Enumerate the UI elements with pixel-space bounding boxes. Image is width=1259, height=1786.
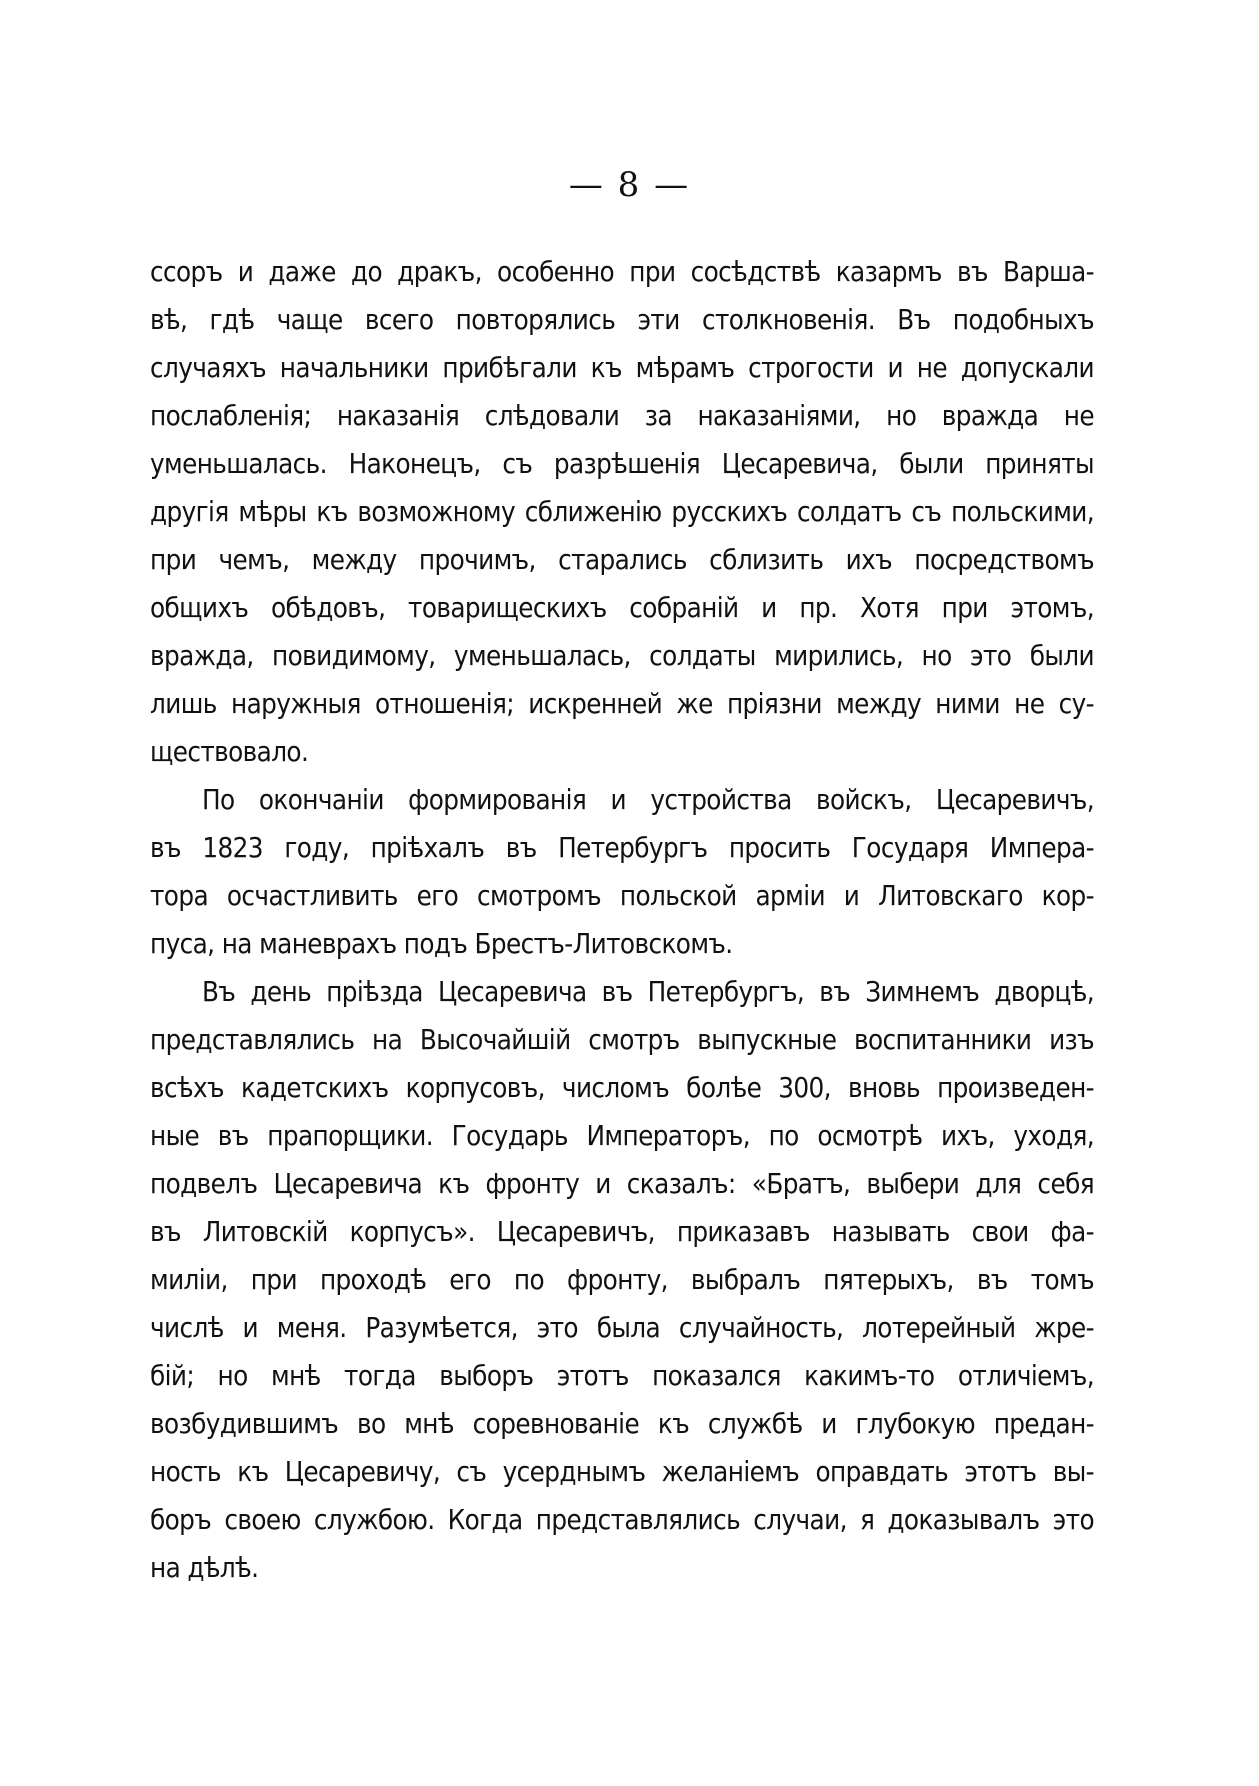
text-line: ществовало. bbox=[150, 736, 309, 768]
text-line: другія мѣры къ возможному сближенію русскихъ солдатъ съ польскими, bbox=[150, 496, 1094, 528]
text-line: По окончаніи формированія и устройства войскъ, Цесаревичъ, bbox=[202, 784, 1094, 816]
text-line: въ 1823 году, пріѣхалъ въ Петербургъ просить Государя Импера- bbox=[150, 832, 1094, 864]
text-line: возбудившимъ во мнѣ соревнованіе къ службѣ и глубокую предан- bbox=[150, 1408, 1094, 1440]
text-line: ные въ прапорщики. Государь Императоръ, по осмотрѣ ихъ, уходя, bbox=[150, 1120, 1094, 1152]
text-line: ность къ Цесаревичу, съ усерднымъ желаніемъ оправдать этотъ вы- bbox=[150, 1456, 1094, 1488]
paragraph bbox=[150, 968, 1094, 1592]
text-line: пуса, на маневрахъ подъ Брестъ-Литовскомъ. bbox=[150, 928, 733, 960]
text-line: боръ своею службою. Когда представлялись случаи, я доказывалъ это bbox=[150, 1504, 1094, 1536]
text-line: ссоръ и даже до дракъ, особенно при сосѣдствѣ казармъ въ Варша- bbox=[150, 256, 1094, 288]
text-line: въ Литовскій корпусъ». Цесаревичъ, приказавъ называть свои фа- bbox=[150, 1216, 1094, 1248]
body-text bbox=[150, 248, 1094, 1592]
page-number: — 8 — bbox=[568, 165, 691, 205]
text-line: вѣ, гдѣ чаще всего повторялись эти столкновенія. Въ подобныхъ bbox=[150, 304, 1094, 336]
text-line: миліи, при проходѣ его по фронту, выбралъ пятерыхъ, въ томъ bbox=[150, 1264, 1094, 1296]
text-line: на дѣлѣ. bbox=[150, 1552, 259, 1584]
text-line: представлялись на Высочайшій смотръ выпускные воспитанники изъ bbox=[150, 1024, 1094, 1056]
text-line: всѣхъ кадетскихъ корпусовъ, числомъ болѣе 300, вновь произведен- bbox=[150, 1072, 1094, 1104]
text-line: случаяхъ начальники прибѣгали къ мѣрамъ строгости и не допускали bbox=[150, 352, 1094, 384]
text-line: тора осчастливить его смотромъ польской арміи и Литовскаго кор- bbox=[150, 880, 1094, 912]
paragraph bbox=[150, 776, 1094, 968]
text-line: общихъ обѣдовъ, товарищескихъ собраній и пр. Хотя при этомъ, bbox=[150, 592, 1094, 624]
text-line: уменьшалась. Наконецъ, съ разрѣшенія Цесаревича, были приняты bbox=[150, 448, 1094, 480]
paragraph bbox=[150, 248, 1094, 776]
text-line: Въ день пріѣзда Цесаревича въ Петербургъ, въ Зимнемъ дворцѣ, bbox=[202, 976, 1094, 1008]
text-line: бій; но мнѣ тогда выборъ этотъ показался какимъ-то отличіемъ, bbox=[150, 1360, 1094, 1392]
text-line: вражда, повидимому, уменьшалась, солдаты мирились, но это были bbox=[150, 640, 1094, 672]
text-line: лишь наружныя отношенія; искренней же пріязни между ними не су- bbox=[150, 688, 1094, 720]
text-line: подвелъ Цесаревича къ фронту и сказалъ: «Братъ, выбери для себя bbox=[150, 1168, 1094, 1200]
text-line: послабленія; наказанія слѣдовали за наказаніями, но вражда не bbox=[150, 400, 1094, 432]
text-line: при чемъ, между прочимъ, старались сблизить ихъ посредствомъ bbox=[150, 544, 1094, 576]
text-line: числѣ и меня. Разумѣется, это была случайность, лотерейный жре- bbox=[150, 1312, 1094, 1344]
